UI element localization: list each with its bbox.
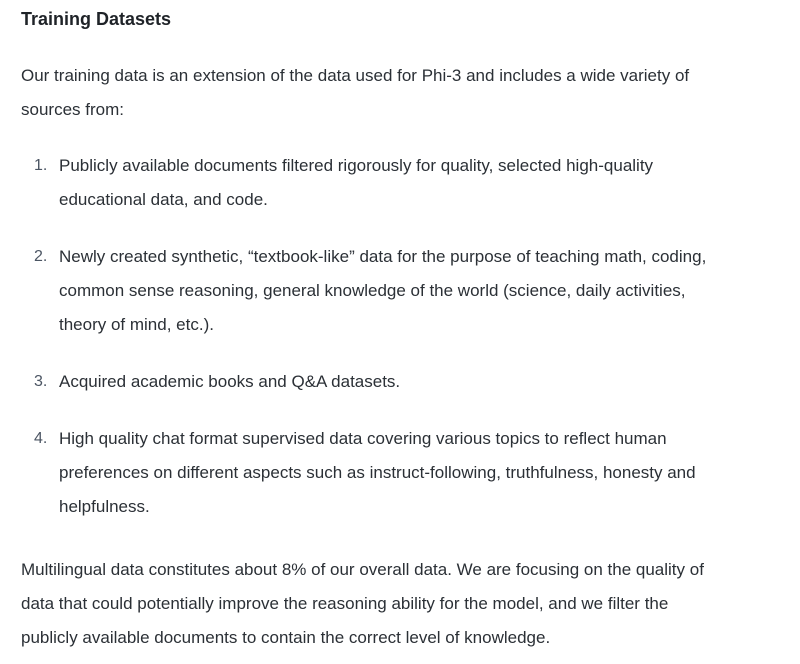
list-item-number: 3.: [34, 373, 48, 390]
list-item: [21, 240, 721, 342]
list-item-number: 2.: [34, 248, 48, 265]
section-title: Training Datasets: [21, 9, 172, 29]
list-item-text: High quality chat format supervised data covering various topics to reflect human preferences on different aspects such as instruct-following, truthfulness, honesty and helpfulness.: [59, 429, 696, 516]
list-item: [21, 149, 721, 217]
list-item-text: Newly created synthetic, “textbook-like” data for the purpose of teaching math, coding, common sense reasoning, general knowledge of the world (science, daily activities, theory of mind, etc.).: [59, 247, 707, 334]
list-item: [21, 422, 721, 524]
list-item-number: 4.: [34, 430, 48, 447]
intro-paragraph: Our training data is an extension of the data used for Phi-3 and includes a wide variety of sources from:: [21, 66, 690, 119]
outro-paragraph: Multilingual data constitutes about 8% of our overall data. We are focusing on the quality of data that could potentially improve the reasoning ability for the model, and we filter the publicly available documents to contain the correct level of knowledge.: [21, 560, 704, 647]
sources-list: [21, 149, 721, 524]
list-item-text: Acquired academic books and Q&A datasets.: [59, 372, 401, 391]
list-item-text: Publicly available documents filtered rigorously for quality, selected high-quality educational data, and code.: [59, 156, 654, 209]
list-item-number: 1.: [34, 157, 48, 174]
list-item: [21, 365, 721, 399]
